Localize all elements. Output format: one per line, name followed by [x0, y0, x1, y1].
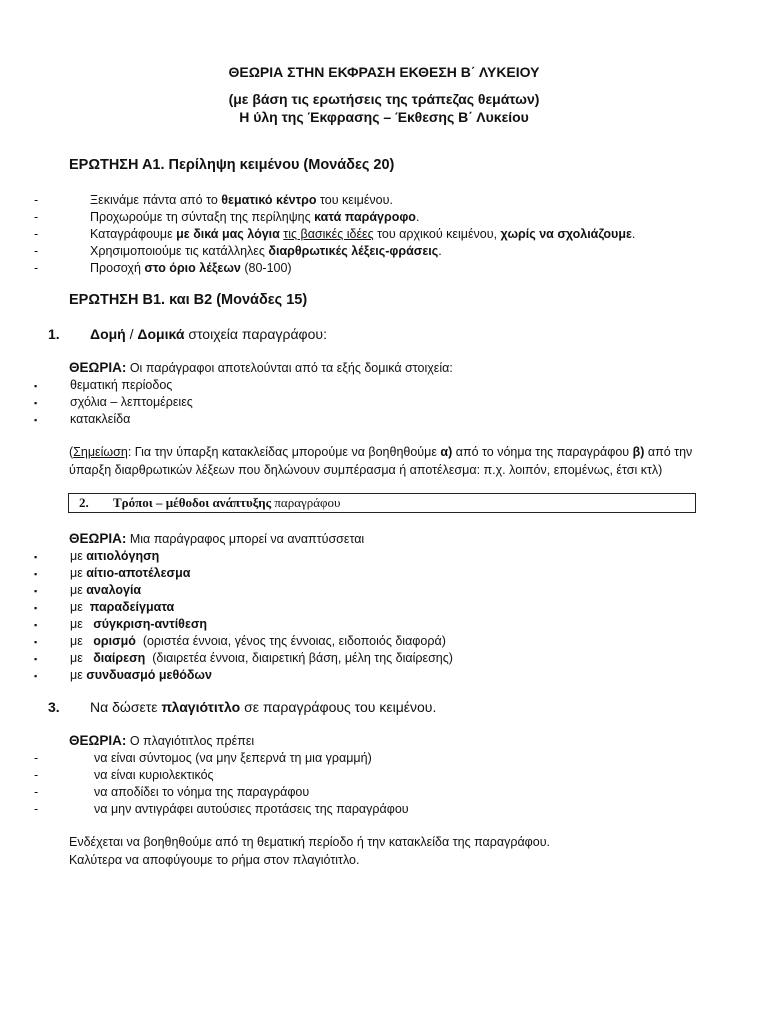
document-page: ΘΕΩΡΙΑ ΣΤΗΝ ΕΚΦΡΑΣΗ ΕΚΘΕΣΗ Β΄ ΛΥΚΕΙΟΥ (με βάση τις ερωτήσεις της τράπεζας θεμάτων) Η ύλη της Έκφρασης – Έκθεσης Β΄ Λυκείου ΕΡΩΤΗΣΗ Α1. Περίληψη κειμένου (Μονάδες 20) - Ξεκινάμε πάντα από το θεματικό κέντρο του κειμένου. - Προχωρούμε τη σύνταξη της περίληψης κατά παράγροφο. - Καταγράφουμε με δικά μας λόγια τις βασικές ιδέες του αρχικού κειμένου, χωρίς να σχολιάζουμε. - Χρησιμοποιούμε τις κατάλληλες διαρθρωτικές λέξεις-φράσεις. - Προσοχή στο όριο λέξεων (80-100) ΕΡΩΤΗΣΗ Β1. και Β2 (Μονάδες 15) 1. Δομή / Δομικά στοιχεία παραγράφου: ΘΕΩΡΙΑ: Οι παράγραφοι αποτελούνται από τα εξής δομικά στοιχεία: ▪ θεματική περίοδος ▪ σχόλια – λεπτομέρειες ▪ κατακλείδα (Σημείωση: Για την ύπαρξη κατακλείδας μπορούμε να βοηθηθούμε α) από το νόημα της παραγράφου β) από την ύπαρξη διαρθρωτικών λέξεων που δηλώνουν συμπέρασμα ή αποτέλεσμα: π.χ. λοιπόν, επομένως, έτσι κτλ) 2. Τρόποι – μέθοδοι ανάπτυξης παραγράφου ΘΕΩΡΙΑ: Μια παράγραφος μπορεί να αναπτύσσεται ▪ με αιτιολόγηση ▪ με αίτιο-αποτέλεσμα ▪ με αναλογία ▪ με παραδείγματα ▪ με σύγκριση-αντίθεση ▪ με ορισμό (οριστέα έννοια, γένος της έννοιας, ειδοποιός διαφορά) ▪ με διαίρεση (διαιρετέα έννοια, διαιρετική βάση, μέλη της διαίρεσης) ▪ με συνδυασμό μεθόδων 3. Να δώσετε πλαγιότιτλο σε παραγράφους του κειμένου. ΘΕΩΡΙΑ: Ο πλαγιότιτλος πρέπει - να είναι σύντομος (να μην ξεπερνά τη μια γραμμή) - να είναι κυριολεκτικός - να αποδίδει το νόημα της παραγράφου - να μην αντιγράφει αυτούσιες προτάσεις της παραγράφου Ενδέχεται να βοηθηθούμε από τη θεματική περίοδο ή την κατακλείδα της παραγράφου. Καλύτερα να αποφύγουμε το ρήμα στον πλαγιότιτλο.	[0, 0, 768, 1024]
dash-bullet: -	[34, 244, 39, 258]
dash-bullet: -	[34, 768, 39, 782]
heading-question-a1: ΕΡΩΤΗΣΗ Α1. Περίληψη κειμένου (Μονάδες 20)	[69, 157, 395, 173]
dash-bullet: -	[34, 785, 39, 799]
square-bullet: ▪	[34, 620, 38, 630]
closing-paragraph: Ενδέχεται να βοηθηθούμε από τη θεματική περίοδο ή την κατακλείδα της παραγράφου. Καλύτερα να αποφύγουμε το ρήμα στον πλαγιότιτλο.	[69, 835, 551, 867]
dash-bullet: -	[34, 751, 39, 765]
dash-bullet: -	[34, 261, 39, 275]
section-number: 2.	[79, 495, 89, 510]
document-subtitle-2: Η ύλη της Έκφρασης – Έκθεσης Β΄ Λυκείου	[239, 109, 529, 125]
document-title: ΘΕΩΡΙΑ ΣΤΗΝ ΕΚΦΡΑΣΗ ΕΚΘΕΣΗ Β΄ ΛΥΚΕΙΟΥ	[228, 64, 540, 80]
square-bullet: ▪	[34, 398, 38, 408]
square-bullet: ▪	[34, 569, 38, 579]
theory-line: ΘΕΩΡΙΑ: Οι παράγραφοι αποτελούνται από τα εξής δομικά στοιχεία:	[69, 360, 453, 375]
dash-bullet: -	[34, 227, 39, 241]
document-subtitle: (με βάση τις ερωτήσεις της τράπεζας θεμάτων)	[228, 91, 540, 107]
square-bullet: ▪	[34, 654, 38, 664]
square-bullet: ▪	[34, 381, 38, 391]
dash-bullet: -	[34, 802, 39, 816]
square-bullet: ▪	[34, 603, 38, 613]
square-bullet: ▪	[34, 671, 38, 681]
square-bullet: ▪	[34, 637, 38, 647]
note-paragraph: (Σημείωση: Για την ύπαρξη κατακλείδας μπορούμε να βοηθηθούμε α) από το νόημα της παραγράφου β) από την ύπαρξη διαρθρωτικών λέξεων που δηλώνουν συμπέρασμα ή αποτέλεσμα: π.χ. λοιπόν, επομένως, έτσι κτλ)	[69, 445, 693, 477]
section-title: Τρόποι – μέθοδοι ανάπτυξης παραγράφου	[113, 495, 341, 510]
dash-bullet: -	[34, 210, 39, 224]
section-number: 1.	[48, 326, 60, 342]
section-title: Δομή / Δομικά στοιχεία παραγράφου:	[90, 326, 327, 342]
section-title: Να δώσετε πλαγιότιτλο σε παραγράφους του κειμένου.	[90, 699, 437, 715]
dash-bullet: -	[34, 193, 39, 207]
square-bullet: ▪	[34, 552, 38, 562]
theory-line: ΘΕΩΡΙΑ: Ο πλαγιότιτλος πρέπει	[69, 733, 255, 748]
square-bullet: ▪	[34, 586, 38, 596]
heading-question-b: ΕΡΩΤΗΣΗ Β1. και Β2 (Μονάδες 15)	[69, 292, 308, 308]
square-bullet: ▪	[34, 415, 38, 425]
theory-line: ΘΕΩΡΙΑ: Μια παράγραφος μπορεί να αναπτύσσεται	[69, 531, 365, 546]
section-2-box	[68, 493, 696, 513]
section-number: 3.	[48, 699, 60, 715]
